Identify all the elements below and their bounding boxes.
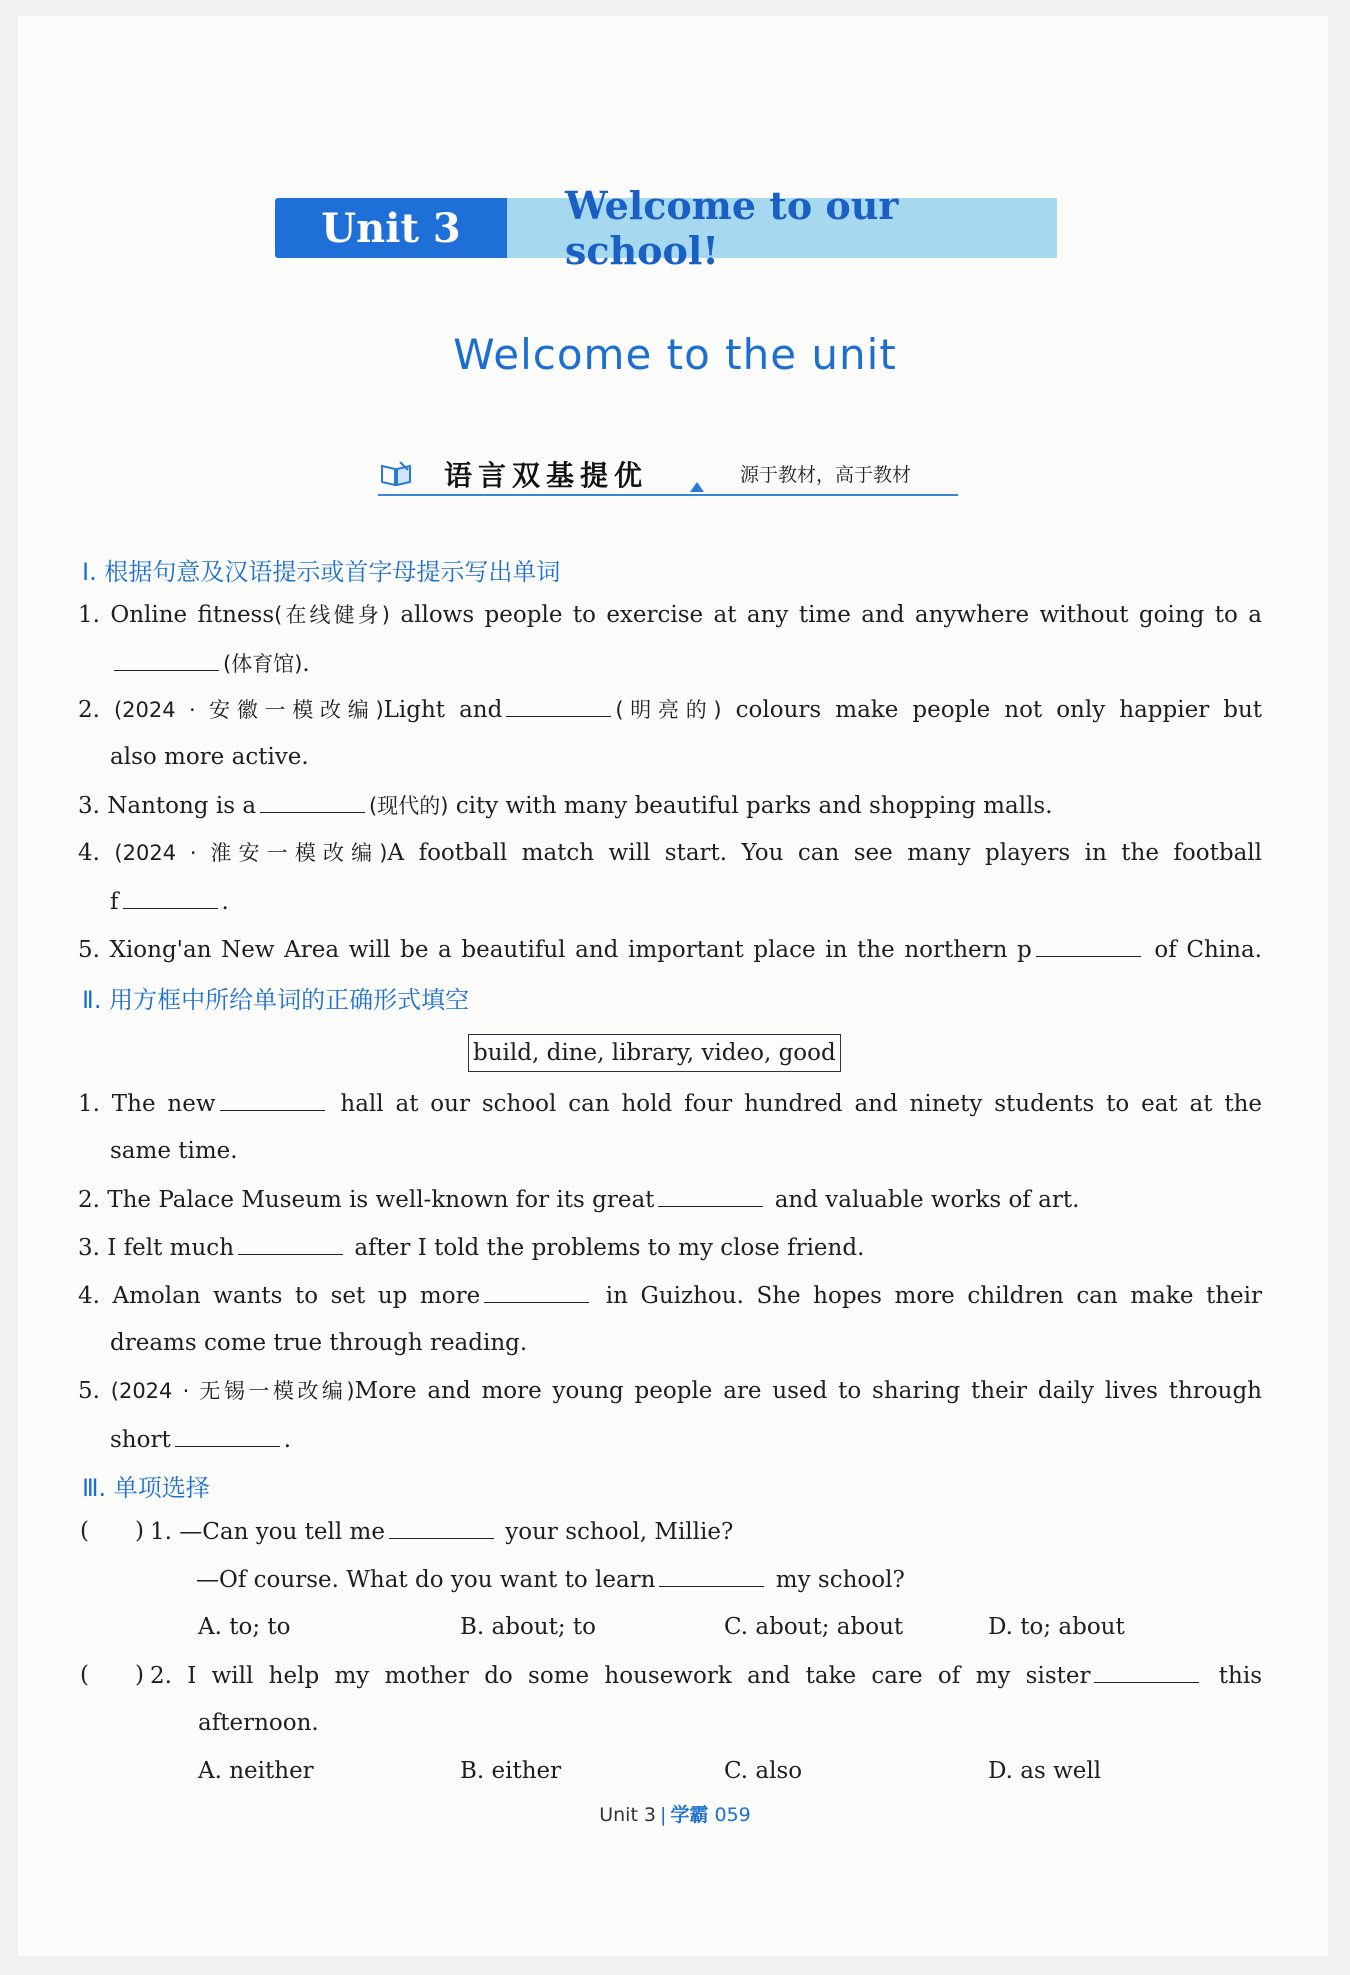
q-source: (2024 · 安徽一模改编) bbox=[113, 698, 384, 722]
q-text: 4. bbox=[78, 840, 115, 866]
part3-q2-line1 bbox=[150, 1652, 1262, 1700]
option-b[interactable]: B. about; to bbox=[460, 1614, 597, 1640]
section-title: 语言双基提优 bbox=[444, 459, 649, 492]
answer-blank[interactable] bbox=[506, 686, 611, 717]
answer-blank[interactable] bbox=[1094, 1652, 1199, 1683]
word-box: build, dine, library, video, good bbox=[468, 1034, 841, 1072]
answer-blank[interactable] bbox=[238, 1224, 343, 1255]
part2-heading: Ⅱ. 用方框中所给单词的正确形式填空 bbox=[82, 986, 470, 1014]
q-source: (2024 · 淮安一模改编) bbox=[114, 841, 388, 865]
q-hint: (体育馆) bbox=[223, 652, 303, 676]
part2-q1-line2: same time. bbox=[110, 1138, 238, 1164]
unit-banner bbox=[275, 183, 1057, 273]
q-text: 1. —Can you tell me bbox=[150, 1519, 385, 1545]
answer-blank[interactable] bbox=[1036, 926, 1141, 957]
option-a[interactable]: A. neither bbox=[198, 1758, 314, 1784]
answer-blank[interactable] bbox=[260, 782, 365, 813]
q-text: after I told the problems to my close friend. bbox=[347, 1235, 865, 1261]
q-hint: (现代的) bbox=[369, 794, 449, 818]
part1-q2-line2: also more active. bbox=[110, 744, 309, 770]
page-number: 059 bbox=[714, 1804, 751, 1826]
part2-q5-line2 bbox=[78, 1416, 1262, 1464]
answer-blank[interactable] bbox=[659, 1556, 764, 1587]
q-text: 2. bbox=[78, 697, 114, 723]
option-c[interactable]: C. also bbox=[724, 1758, 803, 1784]
q-text: f bbox=[110, 889, 119, 915]
part2-q4-line2: dreams come true through reading. bbox=[110, 1330, 528, 1356]
answer-paren[interactable]: ( ) bbox=[80, 1662, 144, 1688]
q-text: . bbox=[283, 1427, 292, 1453]
q-text: short bbox=[110, 1427, 171, 1453]
q-text: of China. bbox=[1144, 937, 1262, 963]
q-text: colours make people not only happier but bbox=[721, 697, 1263, 723]
answer-blank[interactable] bbox=[484, 1272, 589, 1303]
part1-q1-line1 bbox=[78, 592, 1262, 639]
part2-q5-line1 bbox=[78, 1368, 1262, 1415]
option-b[interactable]: B. either bbox=[460, 1758, 562, 1784]
q-text: my school? bbox=[768, 1567, 905, 1593]
option-d[interactable]: D. as well bbox=[988, 1758, 1102, 1784]
section-header bbox=[378, 452, 958, 496]
unit-label: Unit 3 bbox=[275, 198, 507, 258]
q-text: city with many beautiful parks and shopping malls. bbox=[448, 793, 1053, 819]
part1-q2-line1 bbox=[78, 686, 1262, 734]
q-text: More and more young people are used to sharing their daily lives through bbox=[354, 1378, 1262, 1404]
q-text: and valuable works of art. bbox=[767, 1187, 1080, 1213]
q-text: —Of course. What do you want to learn bbox=[196, 1567, 656, 1593]
q-text: hall at our school can hold four hundred and ninety students to eat at the bbox=[328, 1091, 1262, 1117]
q-source: (2024 · 无锡一模改编) bbox=[110, 1379, 355, 1403]
answer-blank[interactable] bbox=[389, 1508, 494, 1539]
q-text: 5. bbox=[78, 1378, 111, 1404]
part3-q2-line2: afternoon. bbox=[198, 1710, 319, 1736]
q-text: 1. Online fitness bbox=[78, 602, 275, 628]
q-text: 2. The Palace Museum is well-known for its great bbox=[78, 1187, 655, 1213]
q-text: allows people to exercise at any time and anywhere without going to a bbox=[390, 602, 1262, 628]
part3-q1-line1 bbox=[150, 1508, 1262, 1556]
q-text: 3. I felt much bbox=[78, 1235, 235, 1261]
q-text: 1. The new bbox=[78, 1091, 216, 1117]
answer-paren[interactable]: ( ) bbox=[80, 1518, 144, 1544]
q-hint: (在线健身) bbox=[274, 603, 390, 627]
option-c[interactable]: C. about; about bbox=[724, 1614, 904, 1640]
answer-blank[interactable] bbox=[658, 1176, 763, 1207]
answer-blank[interactable] bbox=[175, 1416, 280, 1447]
part1-heading: Ⅰ. 根据句意及汉语提示或首字母提示写出单词 bbox=[82, 558, 561, 586]
lesson-title: Welcome to the unit bbox=[453, 330, 897, 379]
q-text: . bbox=[302, 651, 310, 677]
q-text: in Guizhou. She hopes more children can make their bbox=[593, 1283, 1263, 1309]
q-text: 5. Xiong'an New Area will be a beautiful and important place in the northern p bbox=[78, 937, 1032, 963]
footer-unit: Unit 3 bbox=[599, 1804, 657, 1826]
answer-blank[interactable] bbox=[220, 1080, 325, 1111]
footer-brand: 学霸 bbox=[670, 1804, 709, 1826]
footer-divider: | bbox=[660, 1804, 667, 1826]
part1-q4-line2 bbox=[78, 878, 1262, 926]
part3-q1-line2 bbox=[196, 1556, 1262, 1604]
part1-q3 bbox=[78, 782, 1262, 830]
part1-q1-line2 bbox=[78, 640, 1262, 688]
option-d[interactable]: D. to; about bbox=[988, 1614, 1125, 1640]
part1-q4-line1 bbox=[78, 830, 1262, 877]
q-hint: (明亮的) bbox=[615, 698, 722, 722]
q-text: 4. Amolan wants to set up more bbox=[78, 1283, 481, 1309]
q-text: . bbox=[221, 889, 229, 915]
answer-blank[interactable] bbox=[114, 640, 219, 671]
part2-q3 bbox=[78, 1224, 1262, 1272]
option-a[interactable]: A. to; to bbox=[198, 1614, 291, 1640]
q-text: A football match will start. You can see many players in the football bbox=[387, 840, 1263, 866]
part3-heading: Ⅲ. 单项选择 bbox=[82, 1474, 210, 1502]
triangle-marker-icon bbox=[690, 482, 704, 492]
q-text: your school, Millie? bbox=[497, 1519, 734, 1545]
book-icon bbox=[380, 460, 412, 486]
unit-title: Welcome to our school! bbox=[507, 198, 1057, 258]
q-text: this bbox=[1203, 1663, 1262, 1689]
answer-blank[interactable] bbox=[123, 878, 218, 909]
section-note: 源于教材，高于教材 bbox=[740, 464, 912, 486]
q-text: Light and bbox=[383, 697, 503, 723]
part2-q2 bbox=[78, 1176, 1262, 1224]
q-text: 2. I will help my mother do some housework and take care of my sister bbox=[150, 1663, 1091, 1689]
page-footer bbox=[0, 1800, 1350, 1827]
q-text: 3. Nantong is a bbox=[78, 793, 257, 819]
part2-q1-line1 bbox=[78, 1080, 1262, 1128]
part1-q5 bbox=[78, 926, 1262, 974]
part2-q4-line1 bbox=[78, 1272, 1262, 1320]
